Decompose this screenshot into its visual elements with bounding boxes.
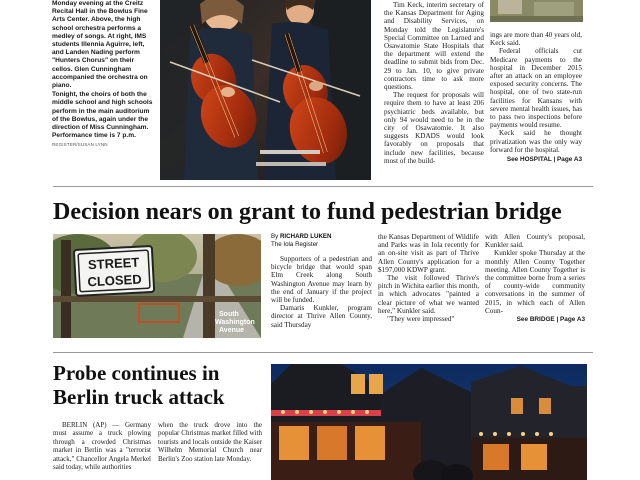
cello-students-photo (160, 0, 371, 180)
berlin-paragraph: when the truck drove into the popular Christmas market filled with tourists and locals outside the Kaiser Wilhelm Memorial Church near Berlin's Zoo station late Monday. (158, 421, 262, 463)
hospital-continued: ings are more than 40 years old, Keck said. (490, 31, 583, 48)
bridge-paragraph: Kunkler spoke Thursday at the monthly Allen County Together meeting. Allen County Together is the committee borne from a series of county-wide community conversations in the summer of 2015, in which each of Allen Coun- (485, 249, 585, 315)
street-closed-photo (53, 234, 261, 338)
choir-photo-caption (52, 0, 154, 150)
caption-paragraph: Monday evening at the Creitz Recital Hall in the Bowlus Fine Arts Center. Above, the high school orchestra performs a medley of songs. At right, IMS students Illennia Aguirre, left, and Landen Nading perform "Hunters Chorus" on their cellos. Glen Cunningham accompanied the orchestra on piano. (52, 0, 148, 90)
photo-location-label: Washington (215, 319, 255, 326)
bridge-paragraph: Damaris Kunkler, program director at Thrive Allen County, said Thursday (271, 304, 372, 329)
bridge-headline: Decision nears on grant to fund pedestrian bridge (53, 199, 562, 225)
bridge-paragraph: the Kansas Department of Wildlife and Parks was in Iola recently for an on-site visit as part of Thrive Allen County's application for a $197,000 KDWP grant. (378, 233, 479, 274)
hospital-story-photo (490, 0, 583, 22)
section-divider (53, 352, 593, 353)
hospital-paragraph: Keck said he thought privatization was the only way forward for the hospital. (490, 129, 582, 154)
berlin-story-column-2 (158, 421, 262, 463)
bridge-byline (271, 233, 371, 249)
berlin-paragraph: BERLIN (AP) — Germany must assume a truck plowing through a crowded Christmas market in Berlin was a "terrorist attack," Chancellor Angela Merkel said today, while authorities (53, 421, 151, 472)
bridge-story-column-1 (271, 255, 372, 329)
caption-paragraph: Tonight, the choirs of both the middle school and high schools perform in the main auditorium of the Bowlus, again under the direction of Miss Cunningham. Performance time is 7 p.m. (52, 91, 153, 140)
hospital-story-column-2 (490, 31, 582, 164)
photo-location-label: Avenue (219, 327, 245, 334)
hospital-story-column-1 (384, 1, 484, 165)
berlin-headline (53, 361, 263, 409)
berlin-story-column-1 (53, 421, 151, 471)
hospital-jump-link[interactable]: See HOSPITAL | Page A3 (506, 156, 582, 164)
bridge-paragraph: "They were impressed" (387, 315, 455, 324)
bridge-continued: with Allen County's proposal, Kunkler said. (485, 233, 585, 250)
byline-name: RICHARD LUKEN (279, 233, 332, 240)
photo-location-label: South (219, 311, 239, 318)
bridge-story-column-3 (485, 233, 585, 324)
photo-credit: REGISTER/SUSAN LYNN (52, 142, 108, 148)
hospital-paragraph: The request for proposals will require them to have at least 206 psychiatric beds available, but only 94 would need to be in the city of Osawatomie. It also suggests KDADS would look favorably on proposals that include new facilities, because most of the build- (384, 91, 484, 165)
sign-text-closed: CLOSED (87, 271, 142, 290)
sign-text-street: STREET (87, 254, 140, 273)
hospital-paragraph: Tim Keck, interim secretary of the Kansas Department for Aging and Disability Services, on Monday told the Legislature's Special Committee on Larned and Osawatomie State Hospitals that the department will extend the deadline to submit bids from Dec. 29 to Jan. 10, to give private contractors time to ask more questions. (384, 1, 484, 92)
bridge-paragraph: Supporters of a pedestrian and bicycle bridge that would span Elm Creek along South Washington Avenue may learn by the end of January if the project will be funded. (271, 255, 372, 305)
christmas-market-photo (271, 364, 587, 480)
section-divider (53, 186, 593, 187)
bridge-story-column-2 (378, 233, 479, 323)
berlin-headline-line-1: Probe continues in (53, 361, 220, 385)
byline-org: The Iola Register (271, 241, 319, 248)
berlin-headline-line-2: Berlin truck attack (53, 385, 225, 409)
bridge-jump-link[interactable]: See BRIDGE | Page A3 (516, 316, 585, 324)
byline-prefix: By (271, 233, 279, 240)
hospital-paragraph: Federal officials cut Medicare payments to the hospital in December 2015 after an attack on an employee exposed security concerns. The hospital, one of two state-run facilities for Kansans with severe mental health issues, has to pass two inspections before payments would resume. (490, 47, 582, 130)
bridge-paragraph: The visit followed Thrive's pitch in Wichita earlier this month, in which advocates "painted a clear picture of what we wanted here," Kunkler said. (378, 274, 479, 315)
